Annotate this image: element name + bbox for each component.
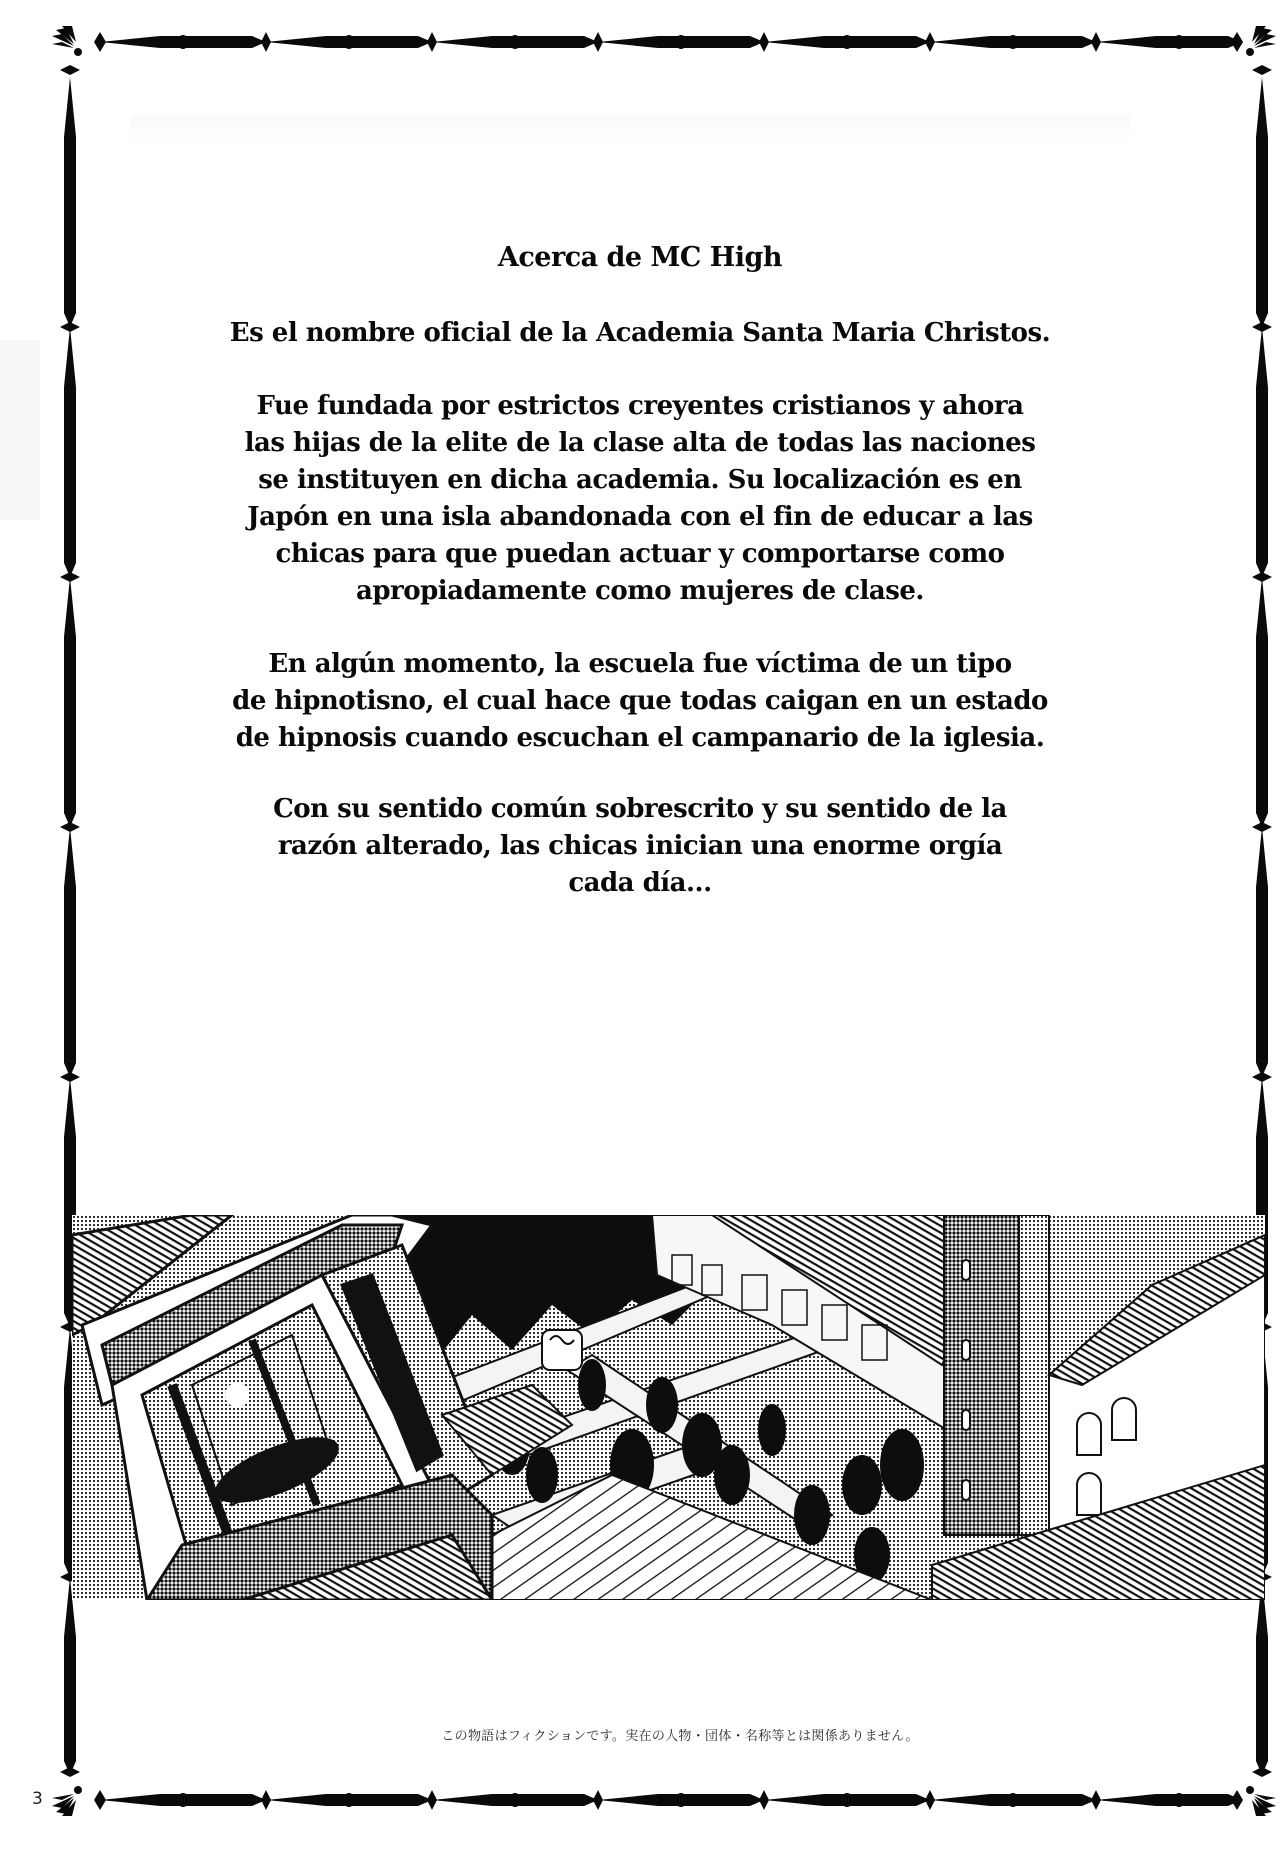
frame-diamond (94, 32, 106, 52)
frame-dot (343, 1793, 354, 1807)
paragraph-line: Es el nombre oficial de la Academia Santa Maria Christos. (229, 318, 1051, 348)
frame-diamond (593, 1790, 603, 1810)
frame-dot (841, 35, 852, 49)
frame-diamond (925, 32, 935, 52)
frame-dot (1173, 35, 1184, 49)
frame-diamond (1252, 322, 1272, 332)
frame-dot (64, 195, 75, 209)
frame-dot (343, 35, 354, 49)
paragraph-line: las hijas de la elite de la clase alta de todas las naciones (244, 428, 1036, 458)
frame-diamond (261, 1790, 271, 1810)
frame-diamond (60, 322, 80, 332)
frame-diamond (1252, 572, 1272, 582)
paragraph-line: cada día... (568, 868, 712, 898)
paragraph-line: de hipnotisno, el cual hace que todas caigan en un estado (232, 686, 1048, 716)
frame-diamond (427, 1790, 437, 1810)
frame-spindle (64, 1577, 76, 1775)
frame-dot (675, 1793, 686, 1807)
frame-diamond (60, 1072, 80, 1082)
paragraph-line: Fue fundada por estrictos creyentes cristianos y ahora (256, 391, 1024, 421)
paragraph-line: razón alterado, las chicas inician una enorme orgía (277, 831, 1003, 861)
paragraph-line: Japón en una isla abandonada con el fin de educar a las (247, 502, 1033, 532)
frame-diamond (60, 822, 80, 832)
frame-diamond (1231, 1790, 1243, 1810)
frame-diamond (759, 1790, 769, 1810)
paragraph-line: se instituyen en dicha academia. Su localización es en (258, 465, 1022, 495)
paragraph-2 (170, 388, 1110, 610)
frame-dot (1007, 1793, 1018, 1807)
frame-diamond (1252, 1767, 1272, 1777)
frame-diamond (261, 32, 271, 52)
paragraph-line: En algún momento, la escuela fue víctima de un tipo (268, 649, 1012, 679)
frame-spindle (1096, 1794, 1242, 1806)
frame-dot (509, 1793, 520, 1807)
paragraph-line: apropiadamente como mujeres de clase. (356, 576, 924, 606)
frame-dot (509, 35, 520, 49)
frame-dot (64, 1695, 75, 1709)
frame-dot (1173, 1793, 1184, 1807)
corner-ornament-icon (1246, 26, 1276, 56)
frame-diamond (427, 32, 437, 52)
frame-dot (64, 695, 75, 709)
frame-diamond (60, 65, 80, 75)
frame-dot (1256, 1695, 1267, 1709)
stone-tower (944, 1215, 1049, 1535)
paragraph-3 (170, 646, 1110, 757)
page-number: 3 (32, 1789, 43, 1809)
paragraph-4 (170, 791, 1110, 902)
frame-dot (1256, 1195, 1267, 1209)
frame-dot (1256, 945, 1267, 959)
corner-ornament-icon (52, 1786, 82, 1816)
frame-diamond (1252, 822, 1272, 832)
frame-diamond (1091, 32, 1101, 52)
frame-dot (675, 35, 686, 49)
frame-diamond (60, 1767, 80, 1777)
frame-diamond (759, 32, 769, 52)
illustration-panel (72, 1215, 1265, 1600)
frame-spindle (1256, 1577, 1268, 1775)
paragraph-line: de hipnosis cuando escuchan el campanario de la iglesia. (235, 723, 1045, 753)
paragraph-line: Con su sentido común sobrescrito y su sentido de la (273, 794, 1007, 824)
frame-diamond (1231, 32, 1243, 52)
frame-diamond (1091, 1790, 1101, 1810)
corner-ornament-icon (52, 26, 82, 56)
page-title: Acerca de MC High (497, 242, 783, 273)
frame-diamond (1252, 1072, 1272, 1082)
paragraph-line: chicas para que puedan actuar y comportarse como (275, 539, 1005, 569)
frame-diamond (94, 1790, 106, 1810)
frame-dot (841, 1793, 852, 1807)
frame-dot (64, 945, 75, 959)
ornate-gate (542, 1330, 582, 1370)
frame-dot (64, 445, 75, 459)
frame-spindle (1096, 36, 1242, 48)
frame-dot (64, 1195, 75, 1209)
fiction-disclaimer: この物語はフィクションです。実在の人物・団体・名称等とは関係ありません。 (441, 1729, 919, 1744)
frame-diamond (925, 1790, 935, 1810)
frame-dot (1256, 695, 1267, 709)
frame-dot (177, 1793, 188, 1807)
frame-dot (177, 35, 188, 49)
frame-dot (1007, 35, 1018, 49)
frame-dot (1256, 195, 1267, 209)
frame-diamond (1252, 65, 1272, 75)
frame-dot (1256, 445, 1267, 459)
paragraph-1 (170, 315, 1110, 352)
frame-diamond (593, 32, 603, 52)
frame-diamond (60, 572, 80, 582)
corner-ornament-icon (1246, 1786, 1276, 1816)
